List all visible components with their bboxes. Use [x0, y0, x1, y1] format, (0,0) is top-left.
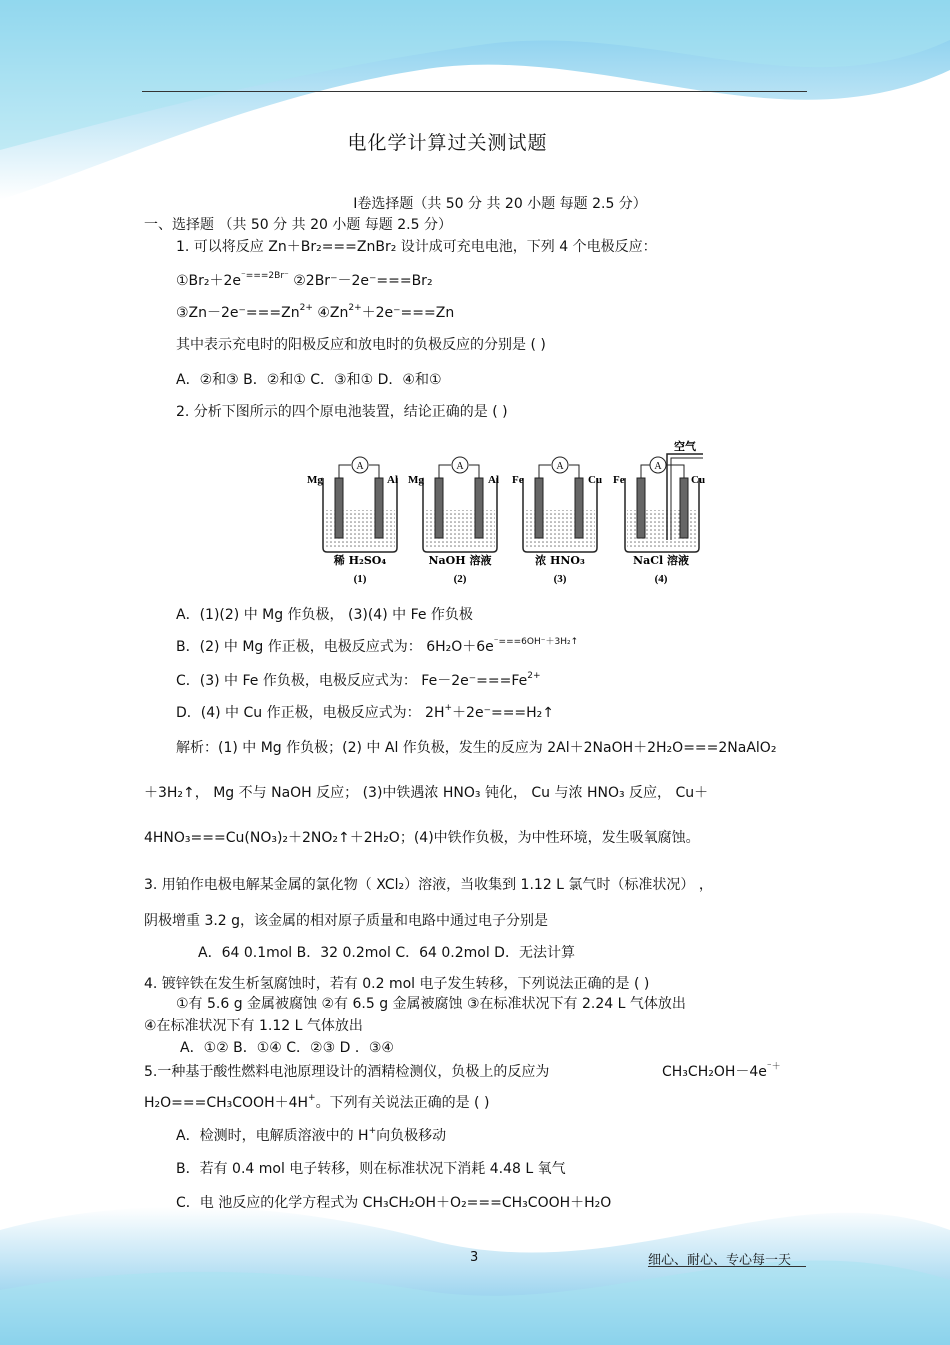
q4-stem: 4. 镀锌铁在发生析氢腐蚀时，若有 0.2 mol 电子发生转移，下列说法正确的是 ( )	[144, 976, 650, 992]
q3-options: A．64 0.1mol B．32 0.2mol C．64 0.2mol D．无法计算	[198, 945, 575, 961]
q2-option-a: A．(1)(2) 中 Mg 作负极， (3)(4) 中 Fe 作负极	[176, 607, 473, 623]
q3-line2: 阴极增重 3.2 g，该金属的相对原子质量和电路中通过电子分别是	[144, 913, 549, 929]
q5-optA3: 向负极移动	[376, 1128, 447, 1144]
air-label: 空气	[674, 440, 696, 453]
ammeter-2-label: A	[456, 461, 464, 472]
q1-r2b: ⁻===Zn	[238, 305, 300, 321]
q5-line1a: 5.一种基于酸性燃料电池原理设计的酒精检测仪，负极上的反应为	[144, 1064, 550, 1080]
q2-optB2: ⁻===6OH	[493, 637, 541, 647]
q1-r1f: ⁻===Br₂	[369, 273, 433, 289]
cell-1-number: (1)	[353, 573, 367, 585]
footer-rule	[648, 1266, 806, 1267]
q5-line1b: CH₃CH₂OH－4e	[662, 1064, 767, 1080]
page-title: 电化学计算过关测试题	[347, 132, 548, 154]
q2-optC3: 2+	[527, 671, 541, 681]
q5-option-b: B．若有 0.4 mol 电子转移，则在标准状况下消耗 4.48 L 氧气	[176, 1161, 566, 1177]
q2-option-c	[176, 672, 541, 690]
section-heading: Ⅰ卷选择题（共 50 分 共 20 小题 每题 2.5 分）	[353, 196, 647, 212]
q4-options: A．①② B．①④ C．②③ D ．③④	[180, 1040, 394, 1056]
cell-2-number: (2)	[453, 573, 467, 585]
cell-4-number: (4)	[654, 573, 668, 585]
q2-optC2: ⁻===Fe	[468, 673, 528, 689]
q1-options: A．②和③ B．②和① C．③和① D．④和①	[176, 372, 442, 388]
q1-r2g: ⁻===Zn	[393, 305, 455, 321]
q5-line2a: H₂O===CH₃COOH＋4H	[144, 1095, 309, 1111]
footer-motto: 细心、耐心、专心每一天	[648, 1253, 792, 1268]
q1-r1b: ⁻===2Br	[241, 271, 285, 281]
q1-r1c: ⁻	[284, 271, 289, 281]
electrode-4-left	[637, 478, 645, 538]
q3-line1: 3. 用铂作电极电解某金属的氯化物（ XCl₂）溶液，当收集到 1.12 L 氯气时（标准状况） ，	[144, 877, 713, 893]
q1-r1a: ①Br₂＋2e	[176, 273, 242, 289]
section-subheading: 一、选择题 （共 50 分 共 20 小题 每题 2.5 分）	[144, 217, 452, 233]
q1-r2f: ＋2e	[361, 305, 394, 321]
ammeter-3-label: A	[556, 461, 564, 472]
cell-2-right-label: Al	[488, 474, 499, 486]
q2-optD4: ⁻===H₂↑	[483, 705, 555, 721]
electrode-2-left	[435, 478, 443, 538]
q5-line1-equation	[662, 1063, 781, 1081]
q2-optD1: D．(4) 中 Cu 作正极，电极反应式为： 2H	[176, 705, 445, 721]
header-rule	[142, 91, 807, 92]
cell-1-electrolyte: 稀 H₂SO₄	[333, 554, 387, 567]
electrode-2-right	[475, 478, 483, 538]
q1-r1e: ⁻－2e	[330, 273, 369, 289]
q1-r1d: ②2Br	[288, 273, 331, 289]
q1-stem: 1. 可以将反应 Zn＋Br₂===ZnBr₂ 设计成可充电电池，下列 4 个电极反应：	[176, 239, 657, 255]
cell-1-right-label: Al	[387, 474, 398, 486]
q2-optB1: B．(2) 中 Mg 作正极，电极反应式为： 6H₂O＋6e	[176, 639, 494, 655]
cell-2-electrolyte: NaOH 溶液	[428, 554, 492, 567]
electrode-4-right	[680, 478, 688, 538]
cell-3-number: (3)	[553, 573, 567, 585]
q4-line2: ①有 5.6 g 金属被腐蚀 ②有 6.5 g 金属被腐蚀 ③在标准状况下有 2.24 L 气体放出	[176, 996, 686, 1012]
electrode-1-left	[335, 478, 343, 538]
q2-option-b	[176, 638, 578, 656]
electrode-1-right	[375, 478, 383, 538]
q2-optD2: +	[444, 703, 453, 713]
q1-r2c: 2+	[299, 303, 313, 313]
cell-4	[613, 440, 705, 585]
q2-optD3: ＋2e	[452, 705, 484, 721]
cell-3-left-label: Fe	[512, 474, 524, 486]
q1-r2a: ③Zn－2e	[176, 305, 239, 321]
q1-r2d: ④Zn	[312, 305, 349, 321]
q4-line3: ④在标准状况下有 1.12 L 气体放出	[144, 1018, 363, 1034]
cell-3-electrolyte: 浓 HNO₃	[535, 554, 585, 567]
q2-analysis-line3: 4HNO₃===Cu(NO₃)₂＋2NO₂↑＋2H₂O；(4)中铁作负极，为中性环境，发生吸氧腐蚀。	[144, 830, 700, 846]
q5-optA1: A．检测时，电解质溶液中的 H	[176, 1128, 369, 1144]
q5-option-c: C．电 池反应的化学方程式为 CH₃CH₂OH＋O₂===CH₃COOH＋H₂O	[176, 1195, 612, 1211]
q1-question: 其中表示充电时的阳极反应和放电时的负极反应的分别是 ( )	[176, 337, 546, 353]
q2-option-d	[176, 704, 554, 722]
cell-4-right-label: Cu	[691, 474, 706, 486]
q2-analysis-line2: ＋3H₂↑， Mg 不与 NaOH 反应； (3)中铁遇浓 HNO₃ 钝化， Cu 与浓 HNO₃ 反应， Cu＋	[144, 785, 709, 801]
q2-analysis-line1: 解析：(1) 中 Mg 作负极；(2) 中 Al 作负极，发生的反应为 2Al＋2NaOH＋2H₂O===2NaAlO₂	[176, 740, 777, 756]
q2-optC1: C．(3) 中 Fe 作负极，电极反应式为： Fe－2e	[176, 673, 469, 689]
page-number: 3	[470, 1250, 479, 1265]
cell-3-right-label: Cu	[588, 474, 603, 486]
cell-2-left-label: Mg	[408, 474, 424, 486]
q5-line1c: ⁻＋	[766, 1062, 781, 1072]
cell-1	[307, 457, 398, 585]
q5-line2b: +	[308, 1093, 316, 1103]
q2-stem: 2. 分析下图所示的四个原电池装置，结论正确的是 ( )	[176, 404, 508, 420]
q1-reactions-row2	[176, 304, 454, 322]
q1-r2e: 2+	[348, 303, 362, 313]
electrode-3-left	[535, 478, 543, 538]
q5-optA2: +	[368, 1126, 377, 1136]
q5-line2c: 。下列有关说法正确的是 ( )	[315, 1095, 490, 1111]
q5-line2	[144, 1094, 489, 1112]
galvanic-cells-figure	[305, 440, 715, 590]
ammeter-1-label: A	[356, 461, 364, 472]
electrode-3-right	[575, 478, 583, 538]
q5-option-a	[176, 1127, 446, 1145]
cell-2	[408, 457, 499, 585]
ammeter-4-label: A	[654, 461, 662, 472]
cell-1-left-label: Mg	[307, 474, 323, 486]
cell-3	[512, 457, 602, 585]
q1-reactions-row1	[176, 272, 433, 290]
q2-optB3: ⁻＋3H₂↑	[540, 637, 579, 647]
cell-4-left-label: Fe	[613, 474, 625, 486]
cell-4-electrolyte: NaCl 溶液	[633, 554, 689, 567]
